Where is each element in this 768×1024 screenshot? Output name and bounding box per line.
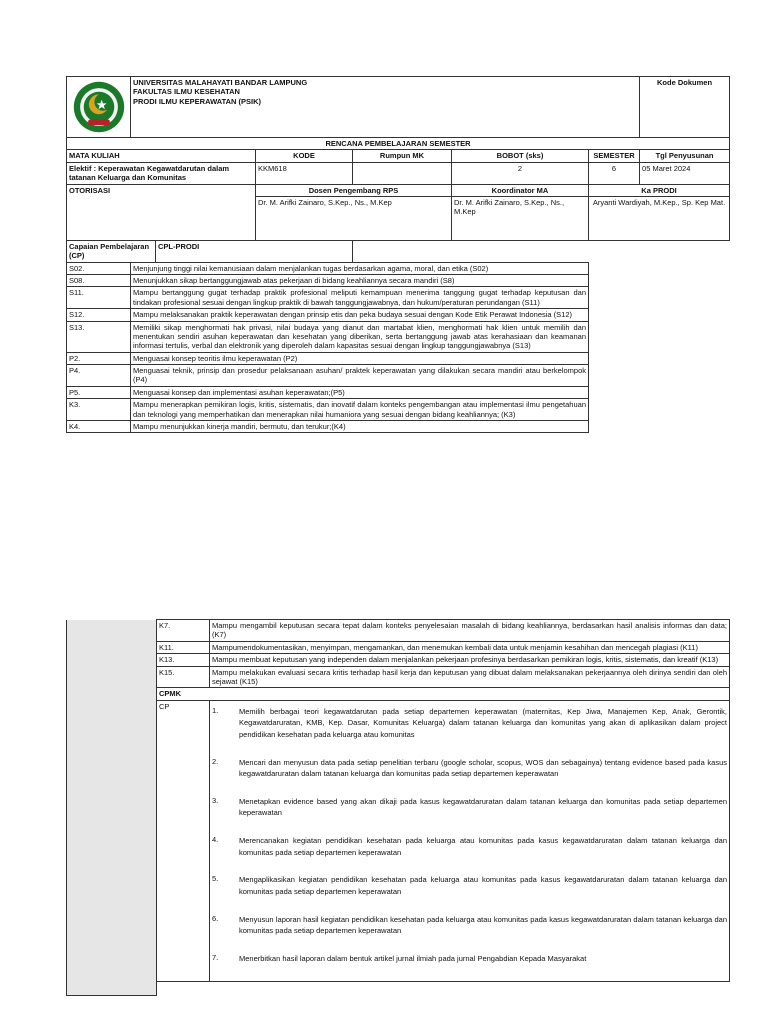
rps-table-top [66,76,730,433]
cpl-rows-page1 [67,262,730,433]
cp-item-text: Menetapkan evidence based yang akan dikaji pada kasus kegawatdaruratan dalam tatanan keluarga dan komunitas pada setiap departemen keperawatan [239,796,727,818]
cpl-row [67,641,730,653]
cp-item [212,914,727,937]
cpl-text: Mampu menunjukkan kinerja mandiri, bermutu, dan terukur;(K4) [131,420,589,432]
cpl-row [67,386,730,398]
institution-header [131,77,640,138]
cp-item [212,874,727,897]
cpl-row [67,399,730,421]
cp-item-text: Mengaplikasikan kegiatan pendidikan kesehatan pada keluarga atau komunitas pada kasus kegawatdaruratan dalam tatanan keluarga dan komunitas pada setiap departemen keperawatan [239,875,727,896]
cp-item-number: 6. [212,913,219,923]
cpl-text: Mampumendokumentasikan, menyimpan, mengamankan, dan menemukan kembali data untuk menjamin kesahihan dan mencegah plagiasi (K11) [210,641,730,653]
koord-label: Koordinator MA [452,184,589,196]
cpl-text: Menguasai teknik, prinsip dan prosedur pelaksanaan asuhan/ praktek keperawatan yang dilakukan secara mandiri atau berkelompok (P4) [131,365,589,387]
cpl-row [67,287,730,309]
cp-item-number: 4. [212,835,219,844]
cp-item-number: 2. [212,756,219,766]
course-code: KKM618 [256,162,353,184]
cpl-row [67,666,730,688]
cpl-code: K13. [157,654,210,666]
cpl-row [67,262,730,274]
cpl-code: K11. [157,641,210,653]
cpl-text: Mampu mengambil keputusan secara tepat dalam konteks penyelesaian masalah di bidang keahliannya, berdasarkan hasil analisis informas dan data; (K7) [210,620,730,642]
cpl-code: S02. [67,262,131,274]
cpl-code: P5. [67,386,131,398]
otorisasi-label: OTORISASI [67,184,256,240]
cp-label-cont-cp [67,700,157,982]
program-name: PRODI ILMU KEPERAWATAN (PSIK) [133,96,262,106]
logo-cell [67,77,131,138]
cp-label-cont-end [67,982,157,996]
dosen-label: Dosen Pengembang RPS [256,184,452,196]
cp-items-cell [210,700,730,982]
rps-page-2 [66,619,729,996]
cpl-code: P2. [67,352,131,364]
rps-page-1 [66,76,729,433]
cpl-rows-page2 [67,620,730,688]
kode-header: KODE [256,150,353,162]
kaprodi-label: Ka PRODI [589,184,730,196]
cp-item-text: Merencanakan kegiatan pendidikan kesehatan pada keluarga atau komunitas pada kasus kegawatdaruratan dalam tatanan keluarga dan komunitas pada setiap departemen keperawatan [239,836,727,857]
cpl-prodi-label: CPL-PRODI [156,240,353,262]
cpl-text: Menunjukkan sikap bertanggungjawab atas pekerjaan di bidang keahliannya secara mandiri (S8) [131,275,589,287]
dosen-name: Dr. M. Arifki Zainaro, S.Kep., Ns., M.Kep [256,196,452,240]
cpl-header-spacer [353,240,730,262]
cpl-code: P4. [67,365,131,387]
cpmk-label: CPMK [157,688,730,700]
cpl-code: K4. [67,420,131,432]
cpl-text: Memiliki sikap menghormati hak privasi, nilai budaya yang dianut dan martabat klien, menghormati hak klien untuk memilih dan menentukan sendiri asuhan keperawatan dan kesehatan yang diberikan, serta bertanggung jawab atas kerahasiaan dan keamanan informasi tertulis, verbal dan elektronik yang diperoleh dalam kapasitas sesuai dengan lingkup tanggungjawabnya (S13) [131,321,589,352]
cpl-row [67,620,730,642]
cpl-text: Menguasai konsep teoritis ilmu keperawatan (P2) [131,352,589,364]
cpl-text: Mampu menerapkan pemikiran logis, kritis, sistematis, dan inovatif dalam konteks pengembangan atau implementasi ilmu pengetahuan dan teknologi yang memperhatikan dan menerapkan nilai humaniora yang sesuai dengan bidang keahliannya; (K3) [131,399,589,421]
cp-item-text: Menyusun laporan hasil kegiatan pendidikan kesehatan pada keluarga atau komunitas pada kasus kegawatdaruratan dalam tatanan keluarga dan komunitas pada setiap departemen keperawatan [239,914,727,936]
semester-header: SEMESTER [589,150,640,162]
cpl-code: S12. [67,309,131,321]
cpl-row [67,321,730,352]
blank-row [157,982,730,996]
cp-item-number: 5. [212,874,219,884]
cpl-code: S11. [67,287,131,309]
course-semester: 6 [589,162,640,184]
cp-code: CP [157,700,210,982]
cpl-code: K15. [157,666,210,688]
course-date: 05 Maret 2024 [640,162,730,184]
course-rumpun [353,162,452,184]
cp-label-cont [67,666,157,688]
cp-item-text: Menerbitkan hasil laporan dalam bentuk artikel jurnal ilmiah pada jurnal Pengabdian Kepada Masyarakat [239,953,587,963]
cpl-code: S08. [67,275,131,287]
cpl-text: Menjunjung tinggi nilai kemanusiaan dalam menjalankan tugas berdasarkan agama, moral, dan etika (S02) [131,262,589,274]
mata-kuliah-header: MATA KULIAH [67,150,256,162]
tgl-header: Tgl Penyusunan [640,150,730,162]
faculty-name: FAKULTAS ILMU KESEHATAN [133,87,240,97]
cp-item-text: Memilih berbagai teori kegawatdarutan pada setiap departemen keperawatan (maternitas, Kep Jiwa, Manajemen Kep, Anak, Gerontik, Kegawatdaruratan, KMB, Kep. Dasar, Komunitas Keluarga) dalam tatanan keluarga dan komunitas yang akan di aplikasikan dalam project pendidikan kesehatan pada keluarga atau komunitas [239,706,727,739]
cp-item-number: 3. [212,795,219,805]
cp-item-list [212,706,727,965]
cpl-text: Mampu membuat keputusan yang independen dalam menjalankan pekerjaan profesinya berdasarkan pemikiran logis, kritis, sistematis, dan kreatif (K13) [210,654,730,666]
cp-label-cont [67,641,157,653]
cp-item-text: Mencari dan menyusun data pada setiap penelitian terbaru (google scholar, scopus, WOS dan sebagainya) tentang evidence based pada kasus kegawatdaruratan dalam tatanan keluarga dan komunitas pada setiap departemen keperawatan [239,757,727,779]
cpl-row [67,309,730,321]
cpl-row [67,654,730,666]
cp-item [212,706,727,741]
cp-label-cont-cpmk [67,688,157,700]
course-name: Elektif : Keperawatan Kegawatdarutan dalam tatanan Keluarga dan Komunitas [67,162,256,184]
cp-item [212,757,727,780]
rps-table-continued [66,619,730,996]
cp-label-cont [67,620,157,642]
cpl-row [67,352,730,364]
cpl-code: K3. [67,399,131,421]
cpl-text: Mampu melaksanakan praktik keperawatan dengan prinsip etis dan peka budaya sesuai dengan Kode Etik Perawat Indonesia (S12) [131,309,589,321]
course-bobot: 2 [452,162,589,184]
cp-label-cont [67,654,157,666]
university-seal-icon [72,80,126,134]
cp-label: Capaian Pembelajaran (CP) [67,240,156,262]
rumpun-header: Rumpun MK [353,150,452,162]
bobot-header: BOBOT (sks) [452,150,589,162]
kaprodi-name: Aryanti Wardiyah, M.Kep., Sp. Kep Mat. [589,196,730,240]
cpl-text: Menguasai konsep dan implementasi asuhan keperawatan;(P5) [131,386,589,398]
cp-item-number: 1. [212,705,219,715]
koord-name: Dr. M. Arifki Zainaro, S.Kep., Ns., M.Kep [452,196,589,240]
university-name: UNIVERSITAS MALAHAYATI BANDAR LAMPUNG [133,78,308,87]
cp-item-number: 7. [212,952,219,962]
doc-code-label: Kode Dokumen [640,77,730,138]
cp-item [212,953,727,965]
cpl-row [67,420,730,432]
cpl-code: K7. [157,620,210,642]
doc-title: RENCANA PEMBELAJARAN SEMESTER [67,138,730,150]
cp-item [212,835,727,858]
cpl-code: S13. [67,321,131,352]
cpl-text: Mampu melakukan evaluasi secara kritis terhadap hasil kerja dan keputusan yang dibuat dalam melaksanakan pekerjaannya oleh dirinya sendiri dan oleh sejawat (K15) [210,666,730,688]
cpl-row [67,365,730,387]
cpl-row [67,275,730,287]
cpl-text: Mampu bertanggung gugat terhadap praktik profesional meliputi kemampuan menerima tanggung gugat terhadap keputusan dan tindakan profesional sesuai dengan lingkup praktik di bawah tanggungjawabnya, dan hukum/peraturan perundangan (S11) [131,287,589,309]
cp-item [212,796,727,819]
